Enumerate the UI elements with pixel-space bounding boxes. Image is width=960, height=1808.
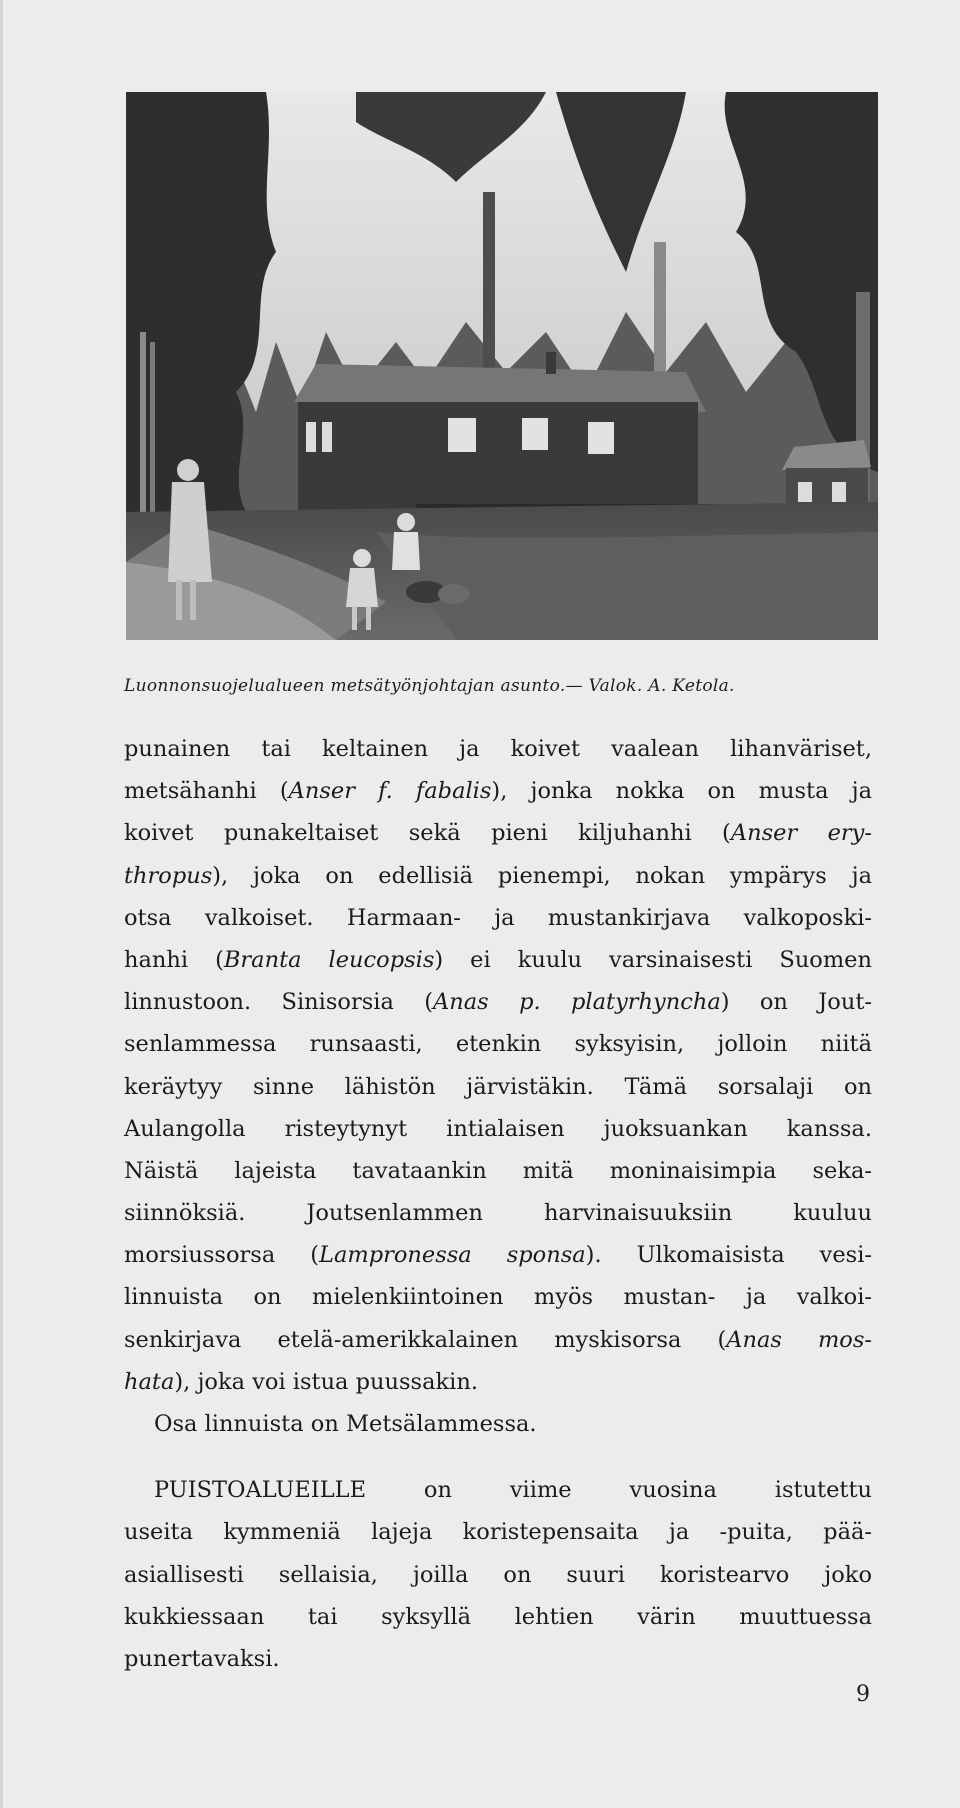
paragraph-gap	[124, 1445, 872, 1469]
italic-term: Anser f. fabalis	[288, 778, 492, 805]
text-line: metsähanhi (Anser f. fabalis), jonka nokka on musta ja	[124, 778, 872, 805]
page-edge	[0, 0, 3, 1808]
text-line: senkirjava etelä-amerikkalainen myskisorsa (Anas mos-	[124, 1326, 872, 1353]
text-line: linnustoon. Sinisorsia (Anas p. platyrhyncha) on Jout-	[124, 989, 872, 1016]
text-line: useita kymmeniä lajeja koristepensaita ja -puita, pää-	[124, 1519, 872, 1546]
text-line: keräytyy sinne lähistön järvistäkin. Tämä sorsalaji on	[124, 1073, 872, 1100]
text-line: hata), joka voi istua puussakin.	[124, 1368, 478, 1395]
body-text	[124, 728, 872, 1680]
text-line: otsa valkoiset. Harmaan- ja mustankirjava valkoposki-	[124, 904, 872, 931]
text-line: linnuista on mielenkiintoinen myös mustan- ja valkoi-	[124, 1284, 872, 1311]
italic-term: Branta leucopsis	[223, 946, 435, 973]
text-line: Näistä lajeista tavataankin mitä moninaisimpia seka-	[124, 1157, 872, 1184]
photo-caption: Luonnonsuojelualueen metsätyönjohtajan asunto.— Valok. A. Ketola.	[124, 676, 735, 696]
house-photo	[126, 92, 878, 640]
text-line: asiallisesti sellaisia, joilla on suuri koristearvo joko	[124, 1561, 872, 1588]
italic-term: hata	[124, 1368, 175, 1395]
text-line: PUISTOALUEILLE on viime vuosina istutettu	[154, 1477, 872, 1504]
text-line: punainen tai keltainen ja koivet vaalean lihanväriset,	[124, 736, 872, 762]
text-line: thropus), joka on edellisiä pienempi, nokan ympärys ja	[124, 862, 872, 889]
text-line: punertavaksi.	[124, 1645, 280, 1672]
italic-term: Lampronessa sponsa	[319, 1242, 586, 1269]
text-line: senlammessa runsaasti, etenkin syksyisin, jolloin niitä	[124, 1031, 872, 1058]
italic-term: Anas mos-	[726, 1326, 872, 1353]
text-line: hanhi (Branta leucopsis) ei kuulu varsinaisesti Suomen	[124, 946, 872, 973]
italic-term: Anas p. platyrhyncha	[433, 989, 721, 1016]
text-line: Osa linnuista on Metsälammessa.	[154, 1411, 537, 1437]
text-line: koivet punakeltaiset sekä pieni kiljuhanhi (Anser ery-	[124, 820, 872, 847]
text-line: morsiussorsa (Lampronessa sponsa). Ulkomaisista vesi-	[124, 1242, 872, 1269]
page-number: 9	[856, 1682, 870, 1707]
text-line: siinnöksiä. Joutsenlammen harvinaisuuksiin kuuluu	[124, 1200, 872, 1227]
text-line: kukkiessaan tai syksyllä lehtien värin muuttuessa	[124, 1603, 872, 1630]
text-line: Aulangolla risteytynyt intialaisen juoksuankan kanssa.	[124, 1115, 872, 1142]
italic-term: thropus	[124, 862, 213, 889]
italic-term: Anser ery-	[730, 820, 872, 847]
